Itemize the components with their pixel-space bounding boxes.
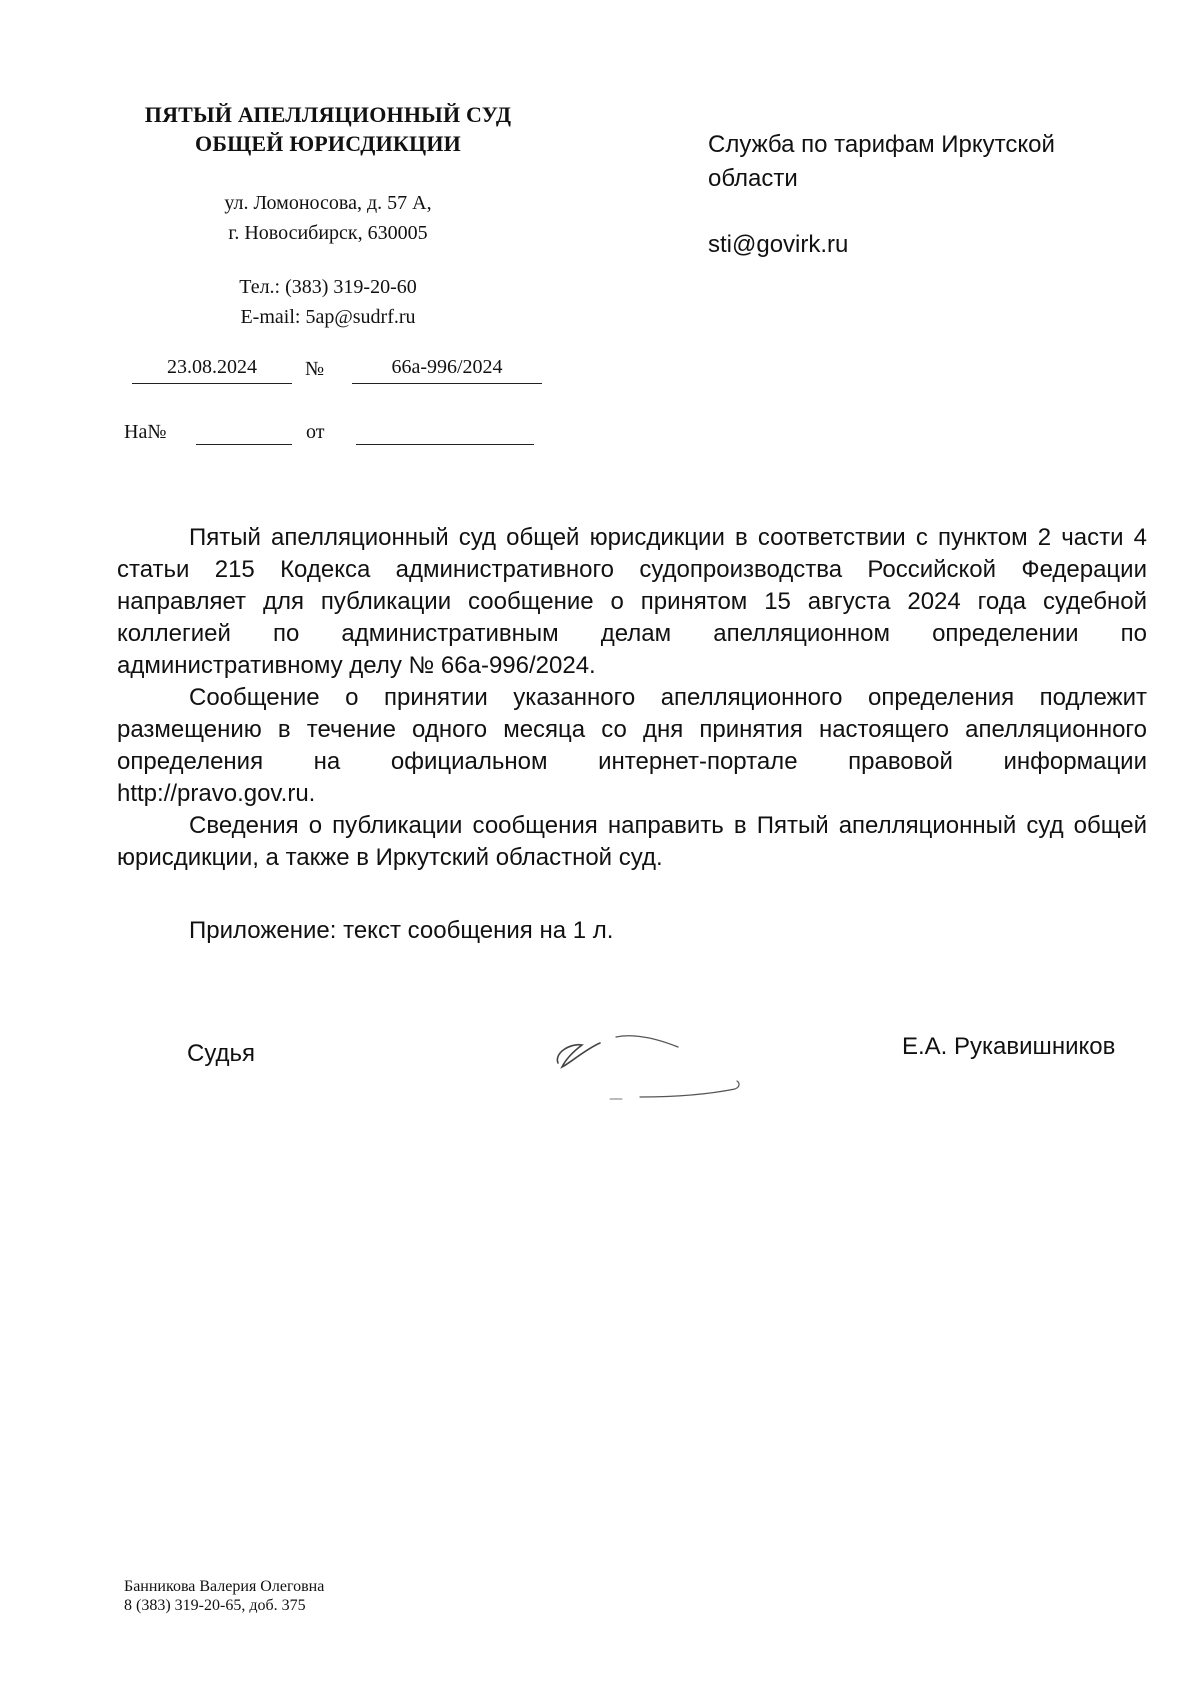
- sender-address-line2: г. Новосибирск, 630005: [228, 222, 428, 244]
- sender-name-line2: ОБЩЕЙ ЮРИСДИКЦИИ: [195, 131, 461, 156]
- body-paragraph-2: Сообщение о принятии указанного апелляционного определения подлежит размещению в течение одного месяца со дня принятия настоящего апелляционного определения на официальном интернет-портале правовой информации: [117, 684, 1147, 775]
- reference-number-blank: [196, 444, 292, 445]
- executor-phone: 8 (383) 319-20-65, доб. 375: [124, 1597, 306, 1614]
- body-paragraph-3: Сведения о публикации сообщения направить в Пятый апелляционный суд общей юрисдикции, а также в Иркутский областной суд.: [117, 812, 1147, 871]
- signature-name: Е.А. Рукавишников: [902, 1033, 1116, 1060]
- sender-court-name: [118, 100, 538, 158]
- body-paragraph-1: Пятый апелляционный суд общей юрисдикции в соответствии с пунктом 2 части 4 статьи 215 Кодекса административного судопроизводства Российской Федерации направляет для публикации сообщение о принятом 15 августа 2024 года судебной коллегией по административным делам апелляционном определении по административному делу № 66а-996/2024.: [117, 524, 1147, 679]
- signature-role: Судья: [187, 1040, 256, 1067]
- registration-date: 23.08.2024: [132, 353, 292, 384]
- reference-from-label: от: [306, 421, 325, 443]
- body-paragraph-2-url: http://pravo.gov.ru.: [117, 780, 316, 807]
- recipient-name: Служба по тарифам Иркутской области: [708, 131, 1055, 192]
- sender-address-line1: ул. Ломоносова, д. 57 А,: [224, 192, 432, 214]
- executor-name: Банникова Валерия Олеговна: [124, 1578, 325, 1595]
- sender-name-line1: ПЯТЫЙ АПЕЛЛЯЦИОННЫЙ СУД: [144, 102, 512, 127]
- recipient-email: sti@govirk.ru: [708, 231, 849, 258]
- registration-number-label: №: [305, 358, 325, 380]
- letter-body: [117, 522, 1147, 874]
- sender-email: E-mail: 5ap@sudrf.ru: [240, 306, 416, 328]
- executor-info: [124, 1577, 324, 1615]
- reference-date-blank: [356, 444, 534, 445]
- reference-label: На№: [124, 421, 167, 443]
- registration-number: 66а-996/2024: [352, 353, 542, 384]
- attachment-note: Приложение: текст сообщения на 1 л.: [189, 917, 614, 944]
- handwritten-signature-icon: [540, 1005, 760, 1105]
- sender-phone: Тел.: (383) 319-20-60: [239, 276, 417, 298]
